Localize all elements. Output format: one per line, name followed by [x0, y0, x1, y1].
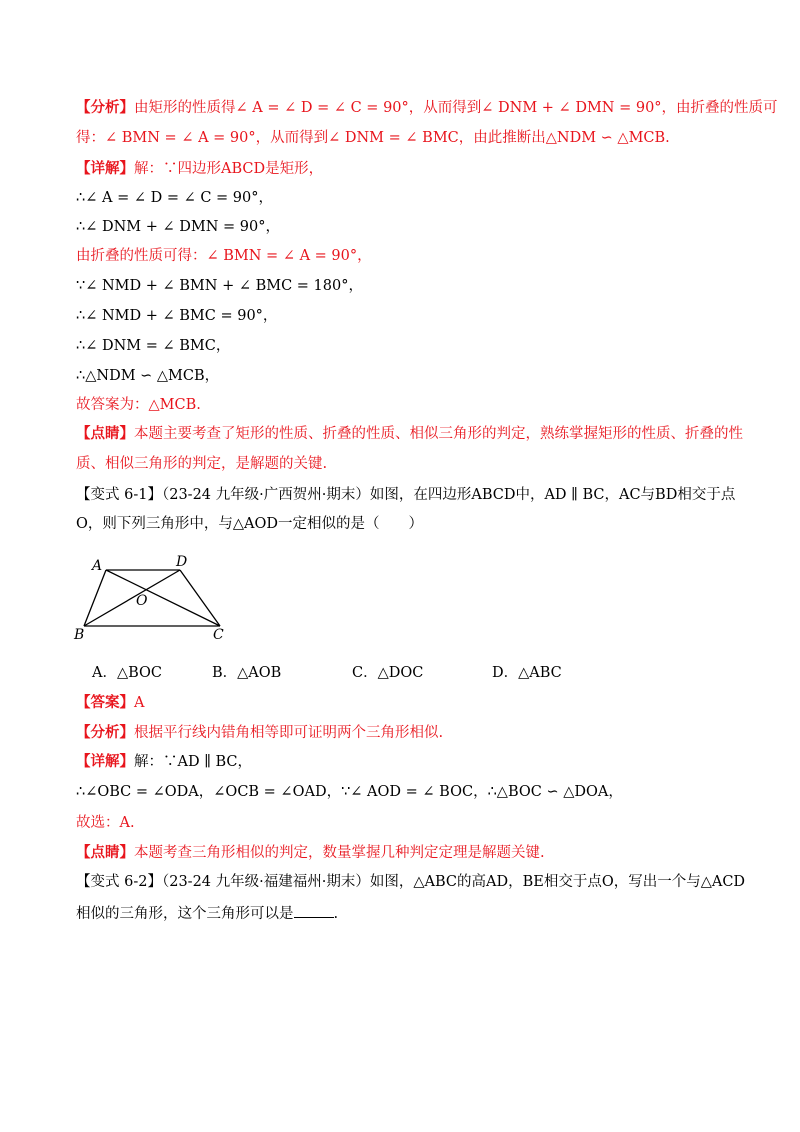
variant-6-2-line-1 [76, 872, 745, 892]
variant-text-2: （23-24 九年级·福建福州·期末）如图，△ABC的高AD，BE相交于点O，写出一个与△ACD [161, 874, 746, 890]
variant-tag-2: 【变式 6-2】 [76, 874, 162, 890]
comment-6-1 [76, 843, 545, 863]
segment-ab [84, 570, 106, 626]
comment-text: 本题主要考查了矩形的性质、折叠的性质、相似三角形的判定，熟练掌握矩形的性质、折叠的性 [134, 426, 743, 442]
analysis-tag-2: 【分析】 [76, 724, 134, 741]
diagonal-bd [84, 570, 180, 626]
comment-tag: 【点睛】 [76, 425, 134, 442]
detail-line-2: ∴∠ A = ∠ D = ∠ C = 90°， [76, 190, 273, 206]
label-c: C [213, 627, 224, 643]
detail-line-5: ∵∠ NMD + ∠ BMN + ∠ BMC = 180°， [76, 278, 363, 294]
label-o: O [136, 593, 148, 609]
detail-line-1 [76, 159, 323, 179]
label-b: B [74, 627, 85, 643]
detail-tag: 【详解】 [76, 160, 134, 177]
answer-blank[interactable] [294, 903, 334, 918]
label-a: A [92, 558, 103, 574]
comment-line-1 [76, 424, 743, 444]
analysis-tag: 【分析】 [76, 99, 134, 116]
analysis-line-1 [76, 98, 778, 118]
comment-text-2: 本题考查三角形相似的判定，数量掌握几种判定定理是解题关键. [134, 845, 545, 861]
label-d: D [176, 554, 188, 570]
diagonal-ac [106, 570, 220, 626]
variant-6-2-line-2 [76, 903, 338, 924]
trapezoid-figure [70, 550, 240, 650]
detail-text-2: 解：∵AD ∥ BC， [134, 754, 253, 770]
detail-line-6: ∴∠ NMD + ∠ BMC = 90°， [76, 308, 278, 324]
choice-line: 故选：A. [76, 815, 135, 831]
comment-tag-2: 【点睛】 [76, 844, 134, 861]
analysis-6-1 [76, 723, 443, 743]
option-c[interactable]: C．△DOC [352, 665, 424, 681]
analysis-text-2: 根据平行线内错角相等即可证明两个三角形相似. [134, 725, 444, 741]
answer-tag: 【答案】 [76, 694, 134, 711]
variant-6-1-line-1 [76, 485, 735, 505]
segment-dc [180, 570, 220, 626]
analysis-line-2: 得：∠ BMN = ∠ A = 90°，从而得到∠ DNM = ∠ BMC，由此推断出△NDM ∽ △MCB. [76, 130, 670, 146]
option-a[interactable]: A．△BOC [92, 665, 163, 681]
variant-text: （23-24 九年级·广西贺州·期末）如图，在四边形ABCD中，AD ∥ BC，AC与BD相交于点 [161, 487, 736, 503]
comment-line-2: 质、相似三角形的判定，是解题的关键. [76, 456, 328, 472]
option-b[interactable]: B．△AOB [212, 665, 282, 681]
detail-tag-2: 【详解】 [76, 753, 134, 770]
variant-question-text: 相似的三角形，这个三角形可以是 [76, 906, 294, 922]
variant-tag: 【变式 6-1】 [76, 487, 162, 503]
answer-line: 故答案为：△MCB. [76, 397, 201, 413]
period: . [333, 906, 339, 922]
detail-line-7: ∴∠ DNM = ∠ BMC， [76, 338, 231, 354]
answer-line-6-1 [76, 693, 144, 713]
detail-line-4: 由折叠的性质可得：∠ BMN = ∠ A = 90°， [76, 248, 372, 264]
detail-line-3: ∴∠ DNM + ∠ DMN = 90°， [76, 219, 280, 235]
detail-text: 解：∵四边形ABCD是矩形， [134, 161, 324, 177]
detail-6-1-line-1 [76, 752, 252, 772]
option-d[interactable]: D．△ABC [492, 665, 562, 681]
variant-6-1-line-2: O，则下列三角形中，与△AOD一定相似的是（ ） [76, 516, 424, 532]
detail-line-8: ∴△NDM ∽ △MCB， [76, 368, 220, 384]
detail-6-1-line-2: ∴∠OBC = ∠ODA，∠OCB = ∠OAD，∵∠ AOD = ∠ BOC，∴△BOC ∽ △DOA， [76, 784, 623, 800]
analysis-text: 由矩形的性质得∠ A = ∠ D = ∠ C = 90°，从而得到∠ DNM + ∠ DMN = 90°，由折叠的性质可 [134, 100, 778, 116]
answer-text: A [134, 695, 145, 711]
